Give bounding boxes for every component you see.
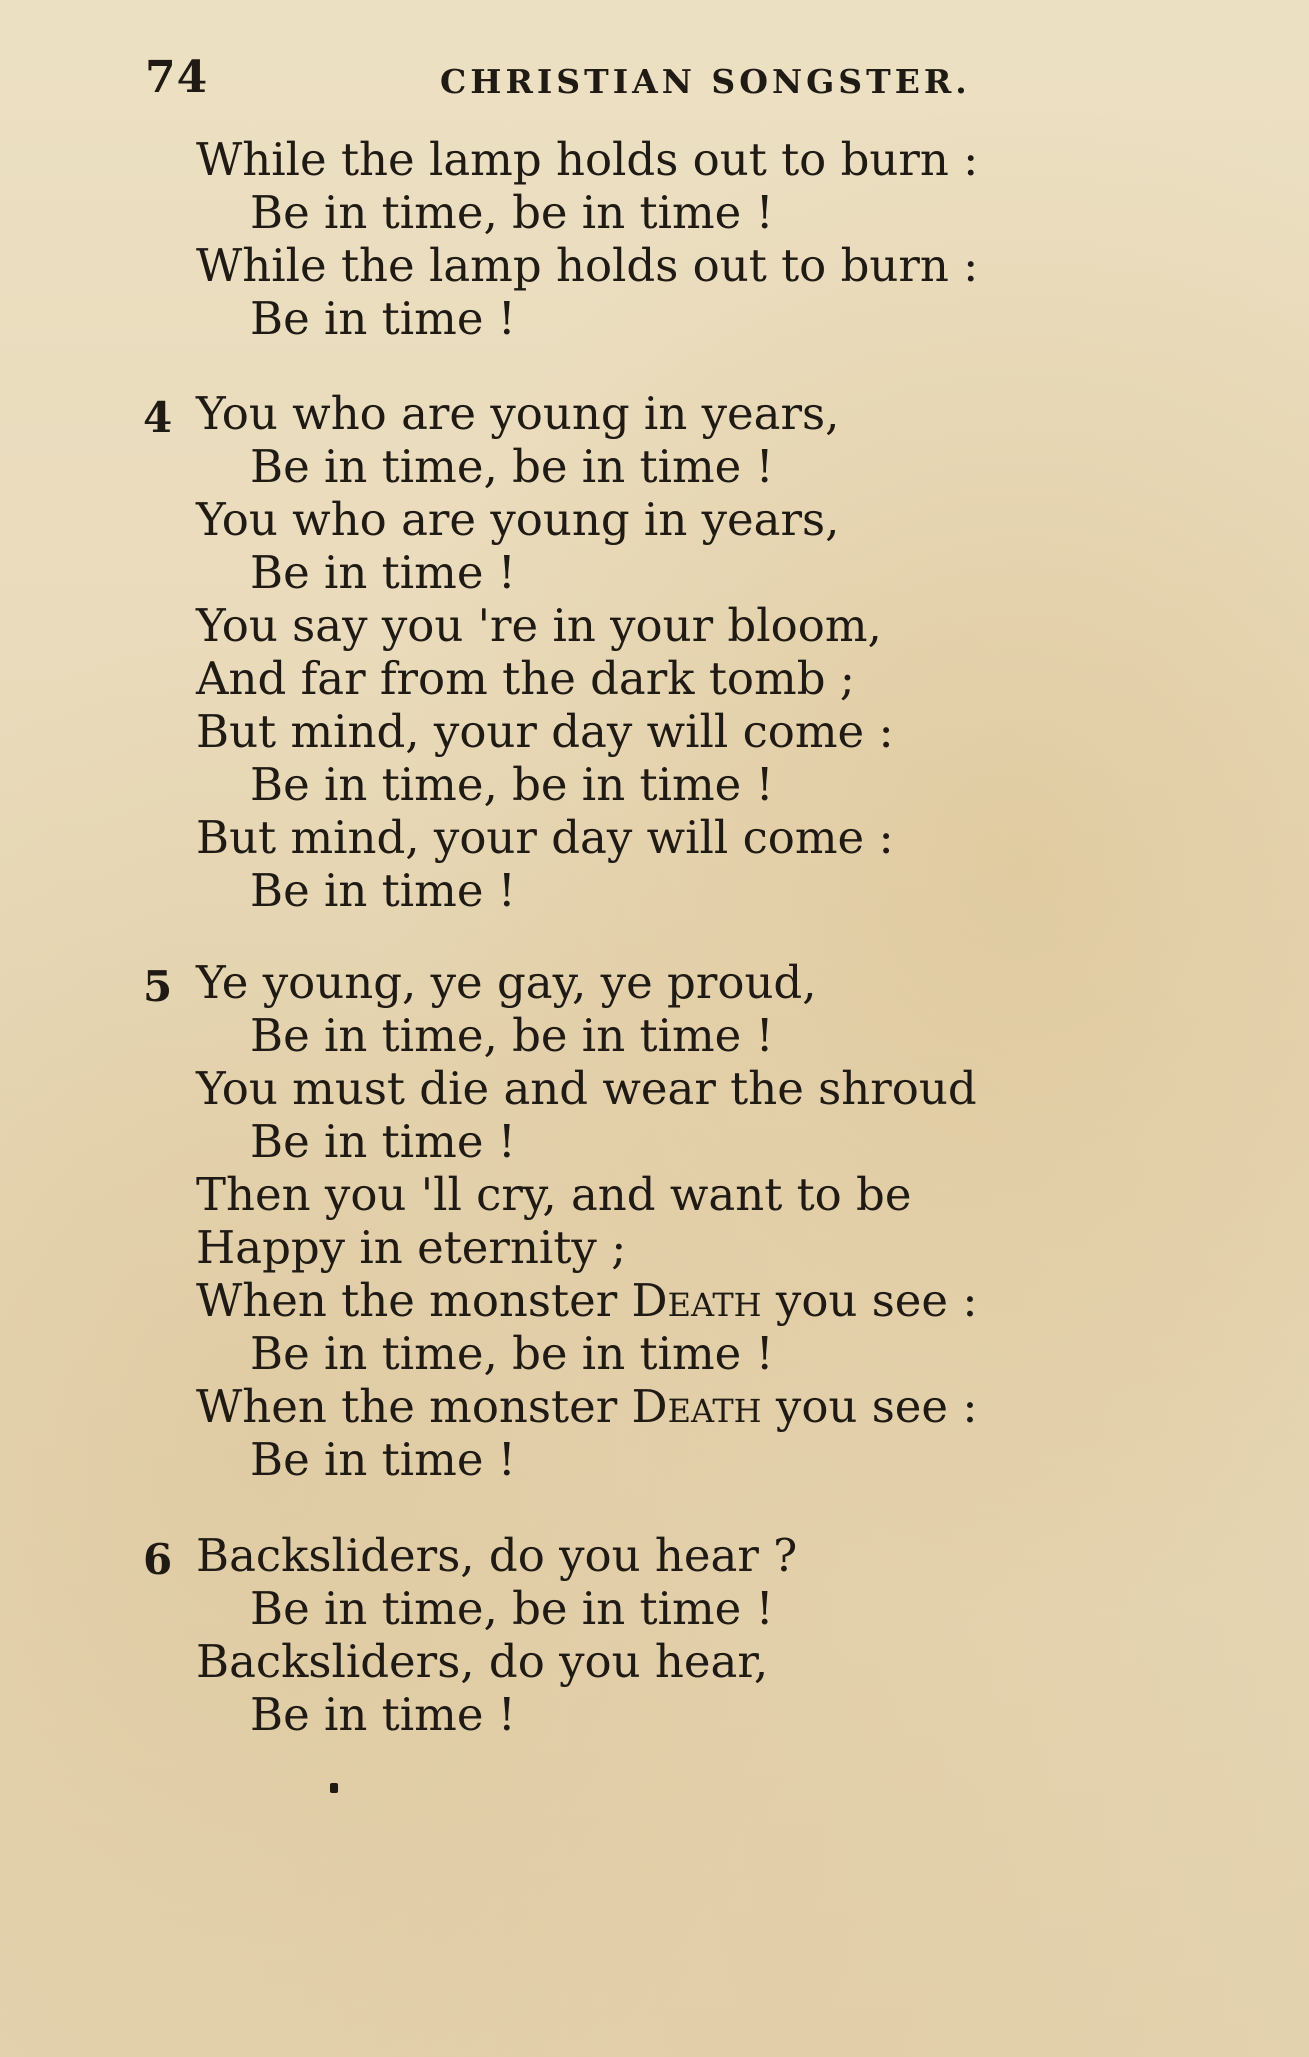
verse-line: Backsliders, do you hear ? — [196, 1529, 798, 1582]
verse-text: When the monster — [196, 1380, 618, 1433]
verse-line: Be in time ! — [250, 864, 516, 917]
verse-line: You who are young in years, — [196, 493, 840, 546]
verse-line: Be in time, be in time ! — [250, 186, 774, 239]
verse-line: Be in time ! — [250, 292, 516, 345]
verse-line: You say you 're in your bloom, — [196, 599, 882, 652]
stanza-number: 6 — [143, 1535, 173, 1584]
verse-text: When the monster — [196, 1274, 618, 1327]
stanza-number: 4 — [143, 393, 173, 442]
verse-line: Be in time, be in time ! — [250, 1009, 774, 1062]
verse-line: Ye young, ye gay, ye proud, — [196, 956, 817, 1009]
ink-speck — [330, 1783, 338, 1793]
verse-line: But mind, your day will come : — [196, 811, 894, 864]
running-title: CHRISTIAN SONGSTER. — [440, 62, 971, 101]
verse-line: Be in time, be in time ! — [250, 1582, 774, 1635]
verse-line: Be in time ! — [250, 1115, 516, 1168]
verse-line: While the lamp holds out to burn : — [196, 239, 979, 292]
verse-line: Happy in eternity ; — [196, 1221, 627, 1274]
verse-line: Then you 'll cry, and want to be — [196, 1168, 912, 1221]
verse-line — [196, 1381, 978, 1433]
verse-line: And far from the dark tomb ; — [196, 652, 855, 705]
verse-line: Be in time ! — [250, 1433, 516, 1486]
verse-line: You who are young in years, — [196, 387, 840, 440]
stanza-number: 5 — [143, 962, 173, 1011]
verse-line: Be in time, be in time ! — [250, 440, 774, 493]
death-word: Death — [631, 1380, 762, 1433]
verse-line: Be in time ! — [250, 1688, 516, 1741]
page-header — [145, 52, 975, 102]
verse-line: While the lamp holds out to burn : — [196, 133, 979, 186]
verse-line: You must die and wear the shroud — [196, 1062, 977, 1115]
verse-line: Be in time, be in time ! — [250, 1327, 774, 1380]
verse-text: you see : — [775, 1274, 978, 1327]
verse-text: you see : — [775, 1380, 978, 1433]
verse-line — [196, 1275, 978, 1327]
verse-line: Be in time ! — [250, 546, 516, 599]
verse-line: Be in time, be in time ! — [250, 758, 774, 811]
death-word: Death — [631, 1274, 762, 1327]
page-number: 74 — [145, 52, 209, 103]
verse-line: But mind, your day will come : — [196, 705, 894, 758]
verse-line: Backsliders, do you hear, — [196, 1635, 769, 1688]
